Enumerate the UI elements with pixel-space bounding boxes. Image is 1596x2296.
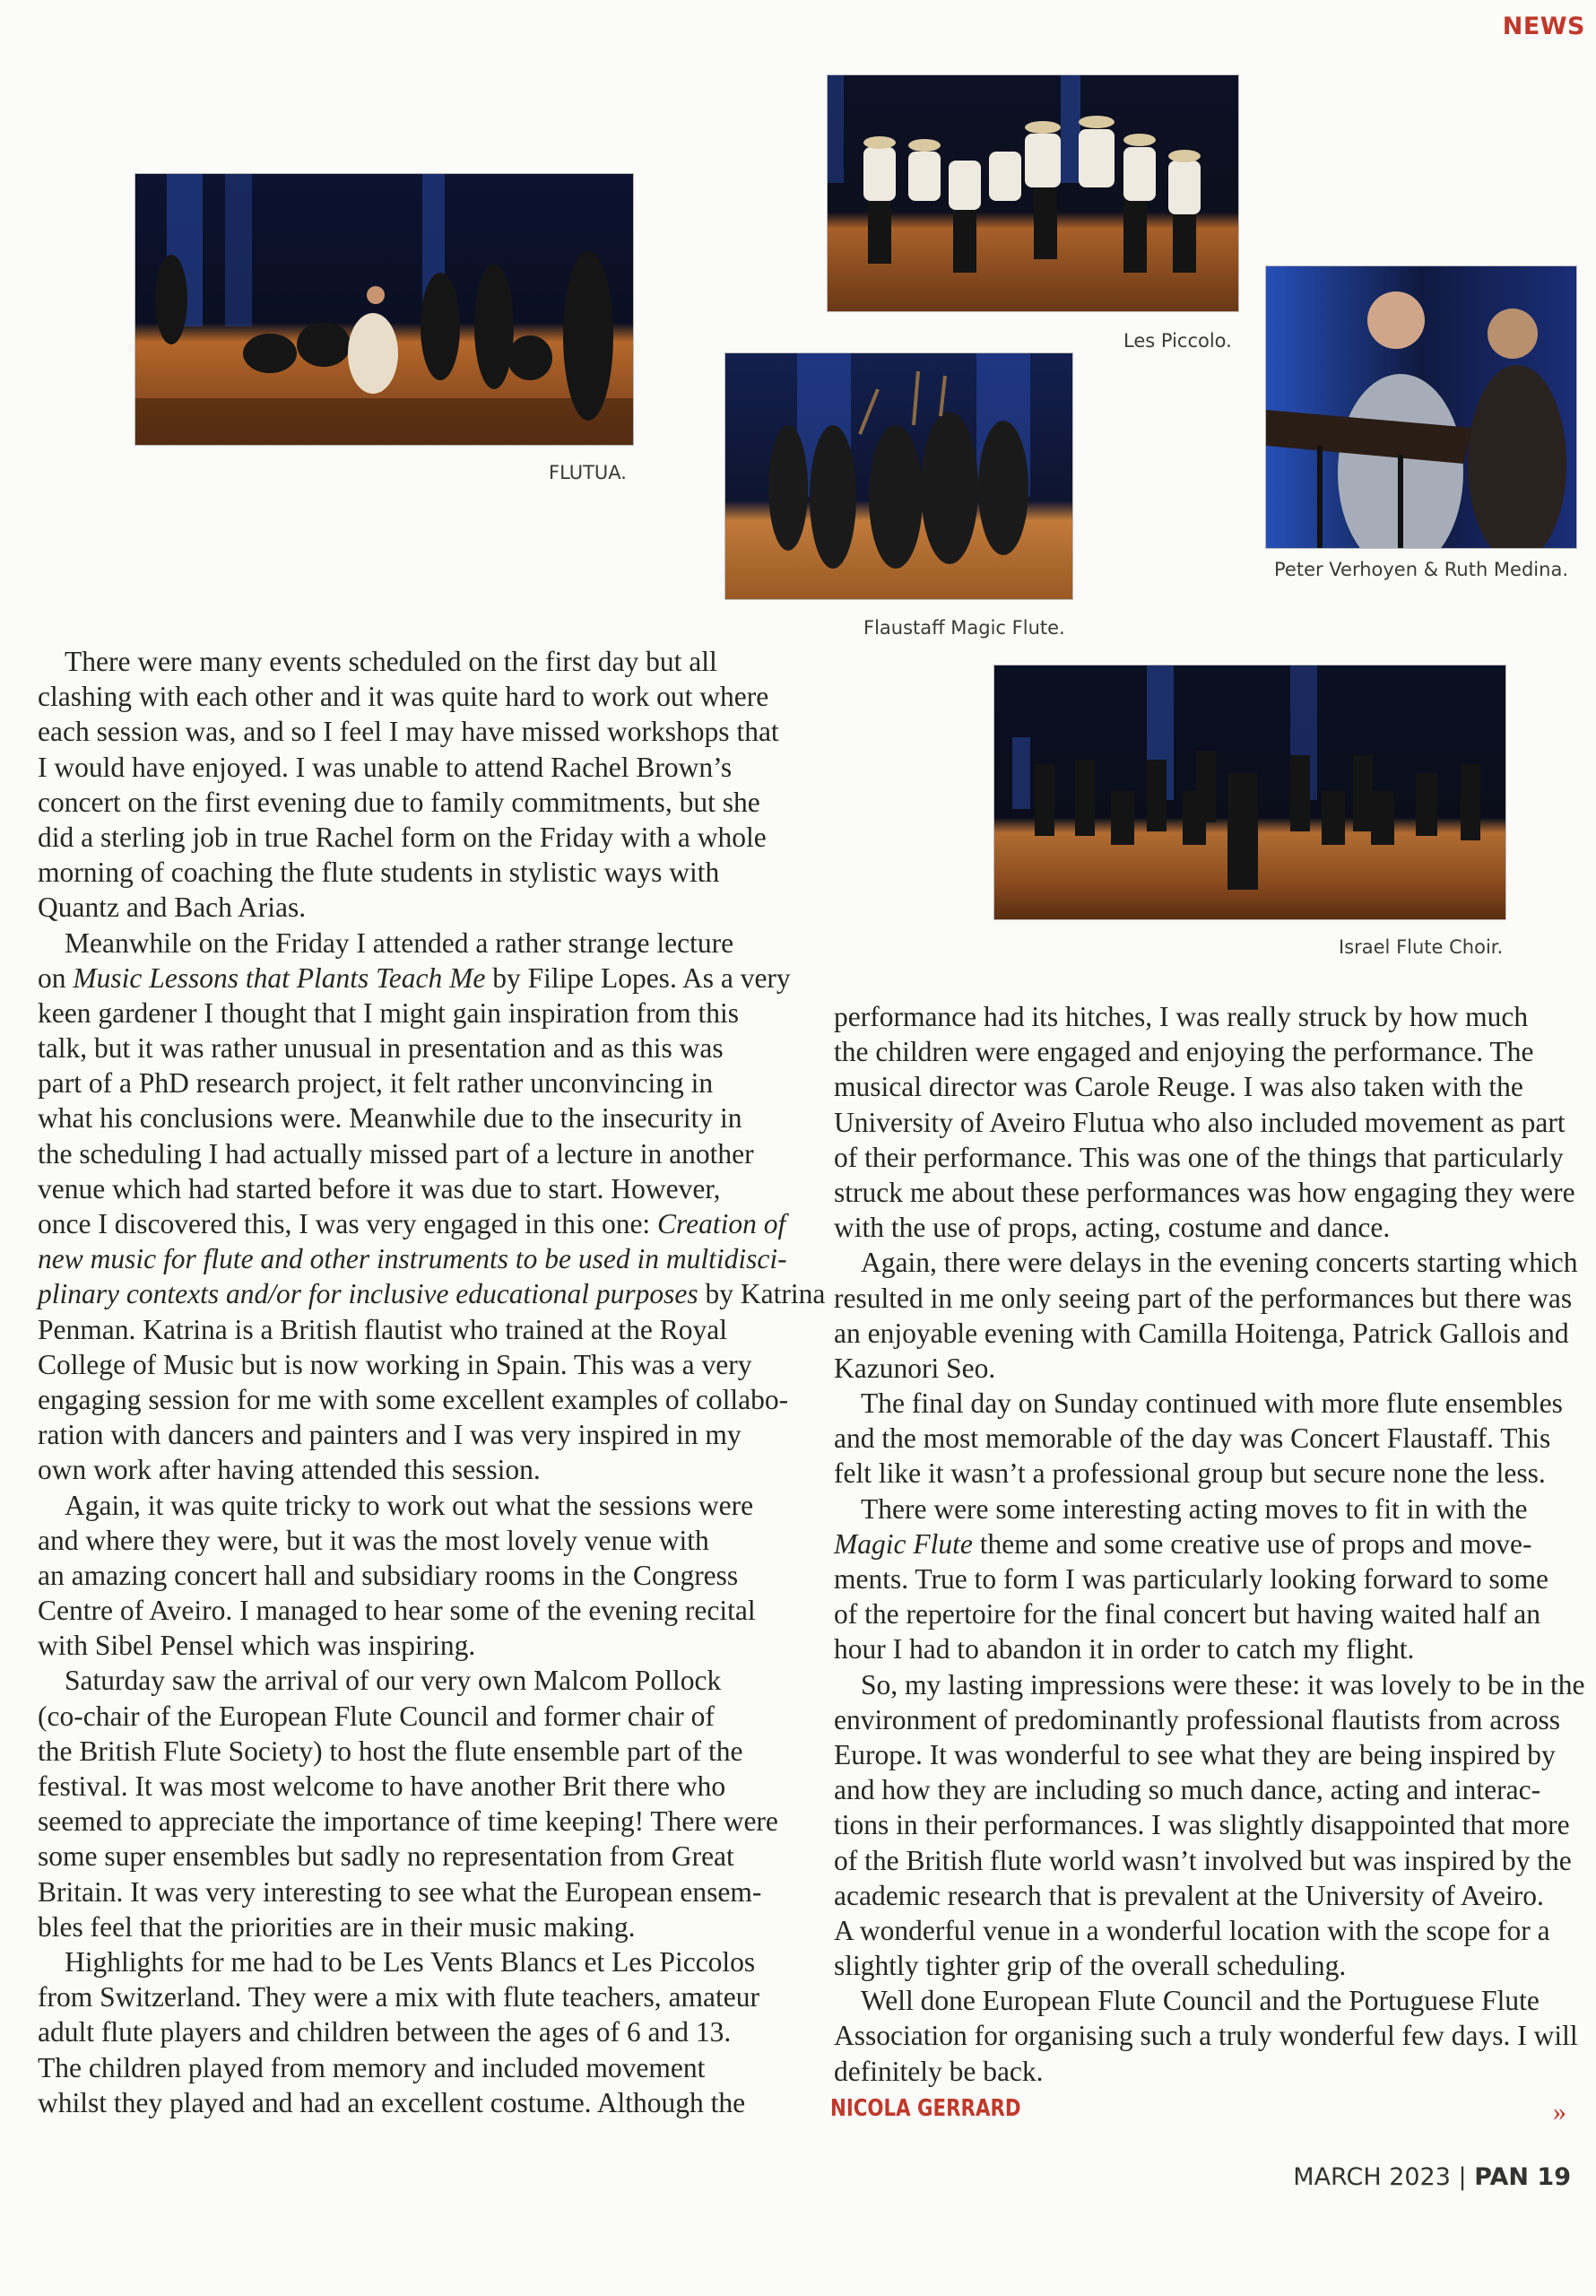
continue-arrow-icon: » — [1553, 2097, 1566, 2126]
text-run: some super ensembles but sadly no representation from Great — [38, 1840, 734, 1873]
text-run: ments. True to form I was particularly looking forward to some — [834, 1563, 1548, 1595]
text-line — [834, 1667, 1587, 1702]
text-run: There were many events scheduled on the first day but all — [65, 646, 717, 677]
text-run: Kazunori Seo. — [834, 1352, 996, 1384]
text-line — [38, 1100, 791, 1135]
text-line — [834, 1210, 1587, 1245]
flaustaff-image — [725, 353, 1072, 599]
text-line — [38, 1382, 791, 1417]
text-run: venue which had started before it was due to start. However, — [38, 1172, 721, 1205]
text-line — [38, 1452, 791, 1487]
text-run: resulted in me only seeing part of the performances but there was — [834, 1282, 1573, 1314]
text-run: concert on the first evening due to family commitments, but she — [38, 786, 760, 818]
text-line — [834, 1596, 1587, 1631]
italic-title: Creation of — [657, 1208, 786, 1239]
text-run: ration with dancers and painters and I was very inspired in my — [38, 1419, 742, 1451]
text-line — [834, 1807, 1587, 1842]
text-run: what his conclusions were. Meanwhile due to the insecurity in — [38, 1102, 742, 1135]
photo-israel-flute-choir — [993, 665, 1506, 920]
text-run: Quantz and Bach Arias. — [38, 891, 307, 924]
text-run: The children played from memory and included movement — [38, 2051, 706, 2083]
text-run: Saturday saw the arrival of our very own Malcom Pollock — [65, 1665, 722, 1697]
text-line — [38, 1171, 791, 1206]
text-run: Meanwhile on the Friday I attended a rather strange lecture — [65, 926, 734, 959]
text-line — [834, 2018, 1587, 2053]
text-line — [38, 1065, 791, 1100]
text-line — [38, 926, 791, 961]
text-line — [834, 1316, 1587, 1351]
text-run: an enjoyable evening with Camilla Hoitenga, Patrick Gallois and — [834, 1317, 1569, 1349]
text-run: clashing with each other and it was quite hard to work out where — [38, 681, 769, 713]
text-run: struck me about these performances was how engaging they were — [834, 1176, 1575, 1208]
text-line — [38, 1628, 791, 1663]
text-line — [38, 961, 791, 996]
text-run: keen gardener I thought that I might gain inspiration from this — [38, 996, 740, 1029]
text-run: adult flute players and children between the ages of 6 and 13. — [38, 2016, 732, 2048]
text-run: and the most memorable of the day was Concert Flaustaff. This — [834, 1422, 1551, 1455]
photo-flaustaff — [724, 352, 1073, 600]
text-line — [834, 1351, 1587, 1386]
footer-separator: | — [1458, 2163, 1467, 2191]
text-line — [834, 1140, 1587, 1175]
text-run: The final day on Sunday continued with more flute ensembles — [861, 1387, 1563, 1420]
text-line — [834, 1175, 1587, 1210]
photo-flutua — [134, 173, 634, 446]
text-run: Again, there were delays in the evening concerts starting which — [861, 1247, 1578, 1279]
text-line — [834, 1702, 1587, 1737]
text-line — [38, 1488, 791, 1523]
text-line — [38, 1944, 791, 1979]
text-run: engaging session for me with some excellent examples of collabo- — [38, 1383, 789, 1415]
text-run: performance had its hitches, I was really struck by how much — [834, 1001, 1529, 1032]
text-line — [38, 1206, 791, 1241]
text-run: College of Music but is now working in Spain. This was a very — [38, 1348, 752, 1380]
text-line — [38, 1874, 791, 1909]
author-byline: NICOLA GERRARD — [830, 2095, 1021, 2122]
text-line — [38, 679, 791, 714]
text-run: whilst they played and had an excellent costume. Although the — [38, 2086, 746, 2118]
text-run: from Switzerland. They were a mix with flute teachers, amateur — [38, 1981, 759, 2013]
text-run: University of Aveiro Flutua who also included movement as part — [834, 1106, 1566, 1138]
text-run: with the use of props, acting, costume and dance. — [834, 1212, 1391, 1244]
text-line — [834, 1386, 1587, 1421]
text-line — [38, 1276, 826, 1311]
caption-les-piccolo: Les Piccolo. — [1123, 330, 1232, 352]
page-number: PAN 19 — [1474, 2163, 1571, 2191]
text-run: Association for organising such a truly wonderful few days. I will — [834, 2020, 1578, 2052]
text-line — [38, 820, 791, 855]
photo-verhoyen-medina — [1265, 265, 1577, 549]
caption-israel-flute-choir: Israel Flute Choir. — [1339, 936, 1504, 958]
text-line — [38, 1312, 791, 1347]
text-run: part of a PhD research project, it felt rather unconvincing in — [38, 1067, 714, 1100]
text-run: felt like it wasn’t a professional group but secure none the less. — [834, 1457, 1546, 1490]
text-line — [38, 1417, 791, 1452]
text-run: once I discovered this, I was very engaged in this one: — [38, 1208, 658, 1239]
article-left-column — [38, 644, 826, 2120]
text-run: each session was, and so I feel I may have missed workshops that — [38, 716, 779, 748]
text-run: Well done European Flute Council and the Portuguese Flute — [861, 1985, 1540, 2017]
text-run: musical director was Carole Reuge. I was also taken with the — [834, 1071, 1523, 1103]
text-run: Britain. It was very interesting to see what the European ensem- — [38, 1875, 762, 1908]
text-line — [834, 1948, 1587, 1983]
text-line — [834, 1456, 1587, 1491]
flutua-image — [135, 174, 633, 445]
text-run: an amazing concert hall and subsidiary rooms in the Congress — [38, 1559, 739, 1591]
text-run: and where they were, but it was the most lovely venue with — [38, 1524, 709, 1556]
text-line — [834, 2054, 1587, 2089]
text-line — [38, 890, 791, 925]
italic-title: Magic Flute — [834, 1527, 973, 1560]
text-run: Penman. Katrina is a British flautist who trained at the Royal — [38, 1313, 727, 1345]
text-line — [38, 1734, 791, 1769]
text-run: Again, it was quite tricky to work out what the sessions were — [65, 1489, 754, 1521]
text-run: academic research that is prevalent at the University of Aveiro. — [834, 1879, 1544, 1911]
text-line — [834, 1878, 1587, 1913]
text-line — [38, 1347, 791, 1382]
text-line — [38, 750, 791, 785]
text-line — [834, 999, 1587, 1034]
text-line — [834, 1913, 1587, 1948]
text-run: hour I had to abandon it in order to catch my flight. — [834, 1633, 1415, 1665]
section-tag: NEWS — [1502, 13, 1585, 40]
text-run: I would have enjoyed. I was unable to attend Rachel Brown’s — [38, 751, 733, 783]
text-run: bles feel that the priorities are in their music making. — [38, 1910, 636, 1943]
text-line — [38, 1136, 791, 1171]
text-run: and how they are including so much dance, acting and interac- — [834, 1774, 1541, 1806]
text-line — [38, 1909, 791, 1944]
text-run: A wonderful venue in a wonderful location with the scope for a — [834, 1914, 1550, 1946]
text-line — [38, 644, 791, 679]
text-line — [38, 1804, 791, 1839]
text-run: seemed to appreciate the importance of time keeping! There were — [38, 1805, 778, 1838]
text-line — [38, 714, 791, 749]
text-line — [834, 1421, 1587, 1456]
text-run: environment of predominantly professional flautists from across — [834, 1703, 1561, 1735]
text-line — [38, 2050, 791, 2085]
text-run: of their performance. This was one of the things that particularly — [834, 1141, 1564, 1173]
text-line — [38, 1839, 791, 1874]
text-line — [38, 1523, 791, 1558]
text-line — [38, 785, 791, 820]
text-run: the British Flute Society) to host the flute ensemble part of the — [38, 1735, 743, 1767]
text-run: There were some interesting acting moves to fit in with the — [861, 1492, 1528, 1525]
text-run: of the repertoire for the final concert but having waited half an — [834, 1598, 1541, 1631]
text-run: on — [38, 961, 74, 994]
text-run: morning of coaching the flute students in stylistic ways with — [38, 857, 720, 889]
italic-title: plinary contexts and/or for inclusive educational purposes — [38, 1278, 698, 1310]
text-run: of the British flute world wasn’t involved but was inspired by the — [834, 1844, 1572, 1876]
text-run: own work after having attended this session. — [38, 1454, 541, 1486]
text-line — [38, 1769, 791, 1804]
text-line — [834, 1737, 1587, 1772]
text-line — [38, 1699, 791, 1734]
israel-flute-choir-image — [994, 665, 1505, 919]
text-line — [38, 996, 791, 1031]
text-run: tions in their performances. I was slightly disappointed that more — [834, 1809, 1570, 1841]
text-line — [834, 1105, 1587, 1140]
text-line — [38, 855, 791, 890]
text-line — [834, 1245, 1587, 1280]
issue-date: MARCH 2023 — [1293, 2163, 1451, 2191]
text-line — [834, 1281, 1587, 1316]
page-footer — [1293, 2163, 1571, 2191]
text-run: festival. It was most welcome to have another Brit there who — [38, 1770, 726, 1802]
text-run: Centre of Aveiro. I managed to hear some of the evening recital — [38, 1595, 756, 1627]
text-line — [834, 1034, 1587, 1069]
text-run: theme and some creative use of props and move- — [972, 1527, 1532, 1560]
text-run: Europe. It was wonderful to see what they are being inspired by — [834, 1738, 1556, 1770]
text-run: (co-chair of the European Flute Council and former chair of — [38, 1700, 715, 1732]
italic-title: Music Lessons that Plants Teach Me — [73, 961, 486, 994]
text-line — [834, 1843, 1587, 1878]
caption-flutua: FLUTUA. — [549, 462, 627, 483]
text-line — [834, 1526, 1587, 1561]
text-line — [834, 1069, 1587, 1104]
text-line — [834, 1492, 1587, 1526]
italic-title: new music for flute and other instruments to be used in multidisci- — [38, 1243, 787, 1275]
text-line — [834, 1772, 1587, 1807]
photo-les-piccolo — [827, 74, 1239, 312]
text-line — [38, 1663, 791, 1698]
text-line — [38, 1593, 791, 1628]
text-line — [38, 1979, 791, 2014]
text-run: So, my lasting impressions were these: it was lovely to be in the — [861, 1668, 1585, 1700]
text-line — [38, 1241, 791, 1276]
text-run: by Filipe Lopes. As a very — [485, 961, 791, 994]
text-line — [38, 1558, 791, 1593]
article-right-column — [834, 999, 1587, 2089]
text-line — [38, 1031, 791, 1065]
text-run: the children were engaged and enjoying the performance. The — [834, 1036, 1534, 1068]
les-piccolo-image — [828, 75, 1238, 311]
text-line — [834, 1983, 1587, 2018]
text-line — [834, 1561, 1587, 1596]
text-run: did a sterling job in true Rachel form on the Friday with a whole — [38, 821, 767, 853]
text-line — [834, 1631, 1587, 1666]
text-line — [38, 2085, 791, 2120]
caption-flaustaff: Flaustaff Magic Flute. — [863, 617, 1065, 639]
text-run: by Katrina — [698, 1278, 826, 1310]
caption-verhoyen-medina: Peter Verhoyen & Ruth Medina. — [1274, 559, 1568, 580]
text-line — [38, 2014, 791, 2049]
verhoyen-medina-image — [1266, 266, 1576, 548]
text-run: the scheduling I had actually missed part of a lecture in another — [38, 1137, 754, 1170]
text-run: Highlights for me had to be Les Vents Blancs et Les Piccolos — [65, 1945, 756, 1978]
text-run: slightly tighter grip of the overall scheduling. — [834, 1950, 1347, 1982]
text-run: with Sibel Pensel which was inspiring. — [38, 1630, 476, 1662]
text-run: talk, but it was rather unusual in presentation and as this was — [38, 1032, 724, 1065]
text-run: definitely be back. — [834, 2055, 1044, 2087]
